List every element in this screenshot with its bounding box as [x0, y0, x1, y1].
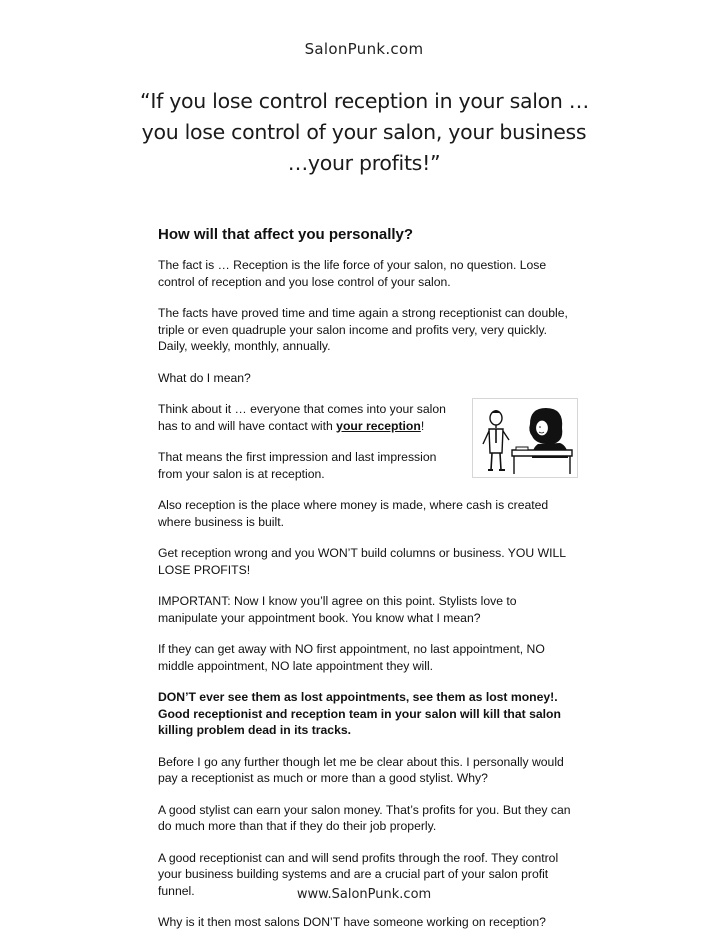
paragraph: A good receptionist can and will send profits through the roof. They control your business building systems and are a crucial part of your salon profit funnel. [158, 850, 559, 898]
paragraph: That means the first impression and last impression from your salon is at reception. [158, 450, 437, 481]
quote-line-2: you lose control of your salon, your business [141, 120, 587, 144]
paragraph: Before I go any further though let me be clear about this. I personally would pay a receptionist as much or more than a good stylist. Why? [158, 754, 564, 785]
quote-line-1: “If you lose control reception in your salon … [140, 89, 589, 113]
paragraph: If they can get away with NO first appointment, no last appointment, NO middle appointment, NO late appointment they will. [158, 642, 545, 673]
paragraph: The facts have proved time and time again a strong receptionist can double, triple or even quadruple your salon income and profits very, very quickly. Daily, weekly, monthly, annually. [158, 306, 568, 353]
paragraph: The fact is … Reception is the life force of your salon, no question. Lose control of reception and you lose control of your salon. [158, 258, 547, 289]
reception-cartoon-illustration [472, 398, 578, 478]
paragraph: Also reception is the place where money is made, where cash is created where business is built. [158, 498, 549, 529]
section-heading: How will that affect you personally? [158, 226, 414, 243]
headline-quote [140, 86, 588, 179]
page-footer: www.SalonPunk.com [296, 887, 432, 902]
quote-line-3: …your profits!” [287, 151, 441, 175]
article-body [158, 226, 578, 946]
your-reception-emphasis: your reception [336, 418, 421, 433]
page-header: SalonPunk.com [304, 40, 424, 58]
bold-paragraph: DON’T ever see them as lost appointments, see them as lost money!. Good receptionist and reception team in your salon will kill that salon killing problem dead in its tracks. [158, 690, 561, 737]
paragraph: Think about it … everyone that comes into your salon has to and will have contact with your reception! [158, 402, 446, 433]
illustrated-section [158, 401, 578, 482]
paragraph: What do I mean? [158, 370, 251, 385]
paragraph: Get reception wrong and you WON’T build columns or business. YOU WILL LOSE PROFITS! [158, 546, 566, 577]
paragraph: IMPORTANT: Now I know you’ll agree on this point. Stylists love to manipulate your appointment book. You know what I mean? [158, 594, 517, 625]
paragraph: Why is it then most salons DON’T have someone working on reception? [158, 915, 546, 929]
paragraph: A good stylist can earn your salon money. That’s profits for you. But they can do much more than that if they do their job properly. [158, 802, 571, 833]
